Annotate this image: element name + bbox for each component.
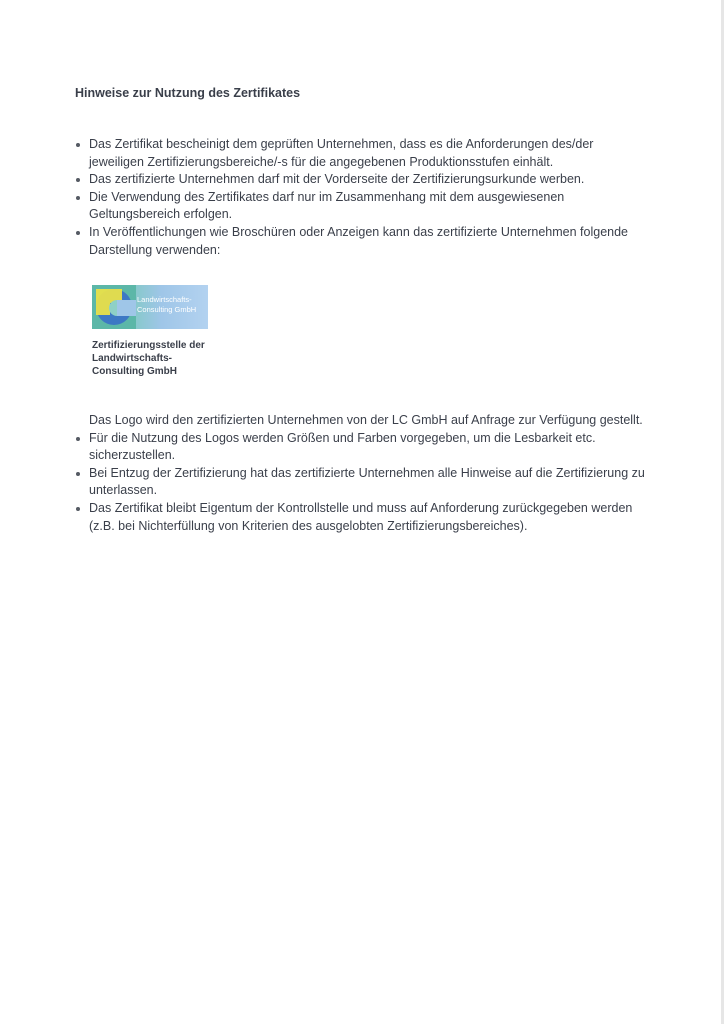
usage-notes-list-continued bbox=[89, 412, 649, 535]
note-item: In Veröffentlichungen wie Broschüren oder Anzeigen kann das zertifizierte Unternehmen folgende Darstellung verwenden: bbox=[89, 224, 649, 259]
logo-block bbox=[92, 285, 210, 378]
logo-text bbox=[137, 295, 196, 315]
logo-text-line2: Consulting GmbH bbox=[137, 305, 197, 314]
note-item: Für die Nutzung des Logos werden Größen und Farben vorgegeben, um die Lesbarkeit etc. sicherzustellen. bbox=[89, 430, 649, 465]
logo-caption: Zertifizierungsstelle der Landwirtschafts-Consulting GmbH bbox=[92, 340, 205, 377]
note-item: Bei Entzug der Zertifizierung hat das zertifizierte Unternehmen alle Hinweise auf die Zertifizierung zu unterlassen. bbox=[89, 465, 649, 500]
lc-logo-mark-icon bbox=[92, 285, 136, 329]
note-item: Das Zertifikat bescheinigt dem geprüften Unternehmen, dass es die Anforderungen des/der jeweiligen Zertifizierungsbereiche/-s für die angegebenen Produktionsstufen einhält. bbox=[89, 136, 649, 171]
note-item: Das zertifizierte Unternehmen darf mit der Vorderseite der Zertifizierungsurkunde werben. bbox=[89, 171, 649, 189]
note-item: Die Verwendung des Zertifikates darf nur im Zusammenhang mit dem ausgewiesenen Geltungsbereich erfolgen. bbox=[89, 189, 649, 224]
note-item: Das Logo wird den zertifizierten Unternehmen von der LC GmbH auf Anfrage zur Verfügung gestellt. bbox=[89, 413, 643, 427]
logo-text-line1: Landwirtschafts- bbox=[137, 295, 192, 304]
note-item: Das Zertifikat bleibt Eigentum der Kontrollstelle und muss auf Anforderung zurückgegeben werden (z.B. bei Nichterfüllung von Kriterien des ausgelobten Zertifizierungsbereiches). bbox=[89, 500, 649, 535]
lc-logo bbox=[92, 285, 208, 329]
page-heading: Hinweise zur Nutzung des Zertifikates bbox=[75, 86, 301, 100]
usage-notes-list bbox=[89, 136, 649, 259]
